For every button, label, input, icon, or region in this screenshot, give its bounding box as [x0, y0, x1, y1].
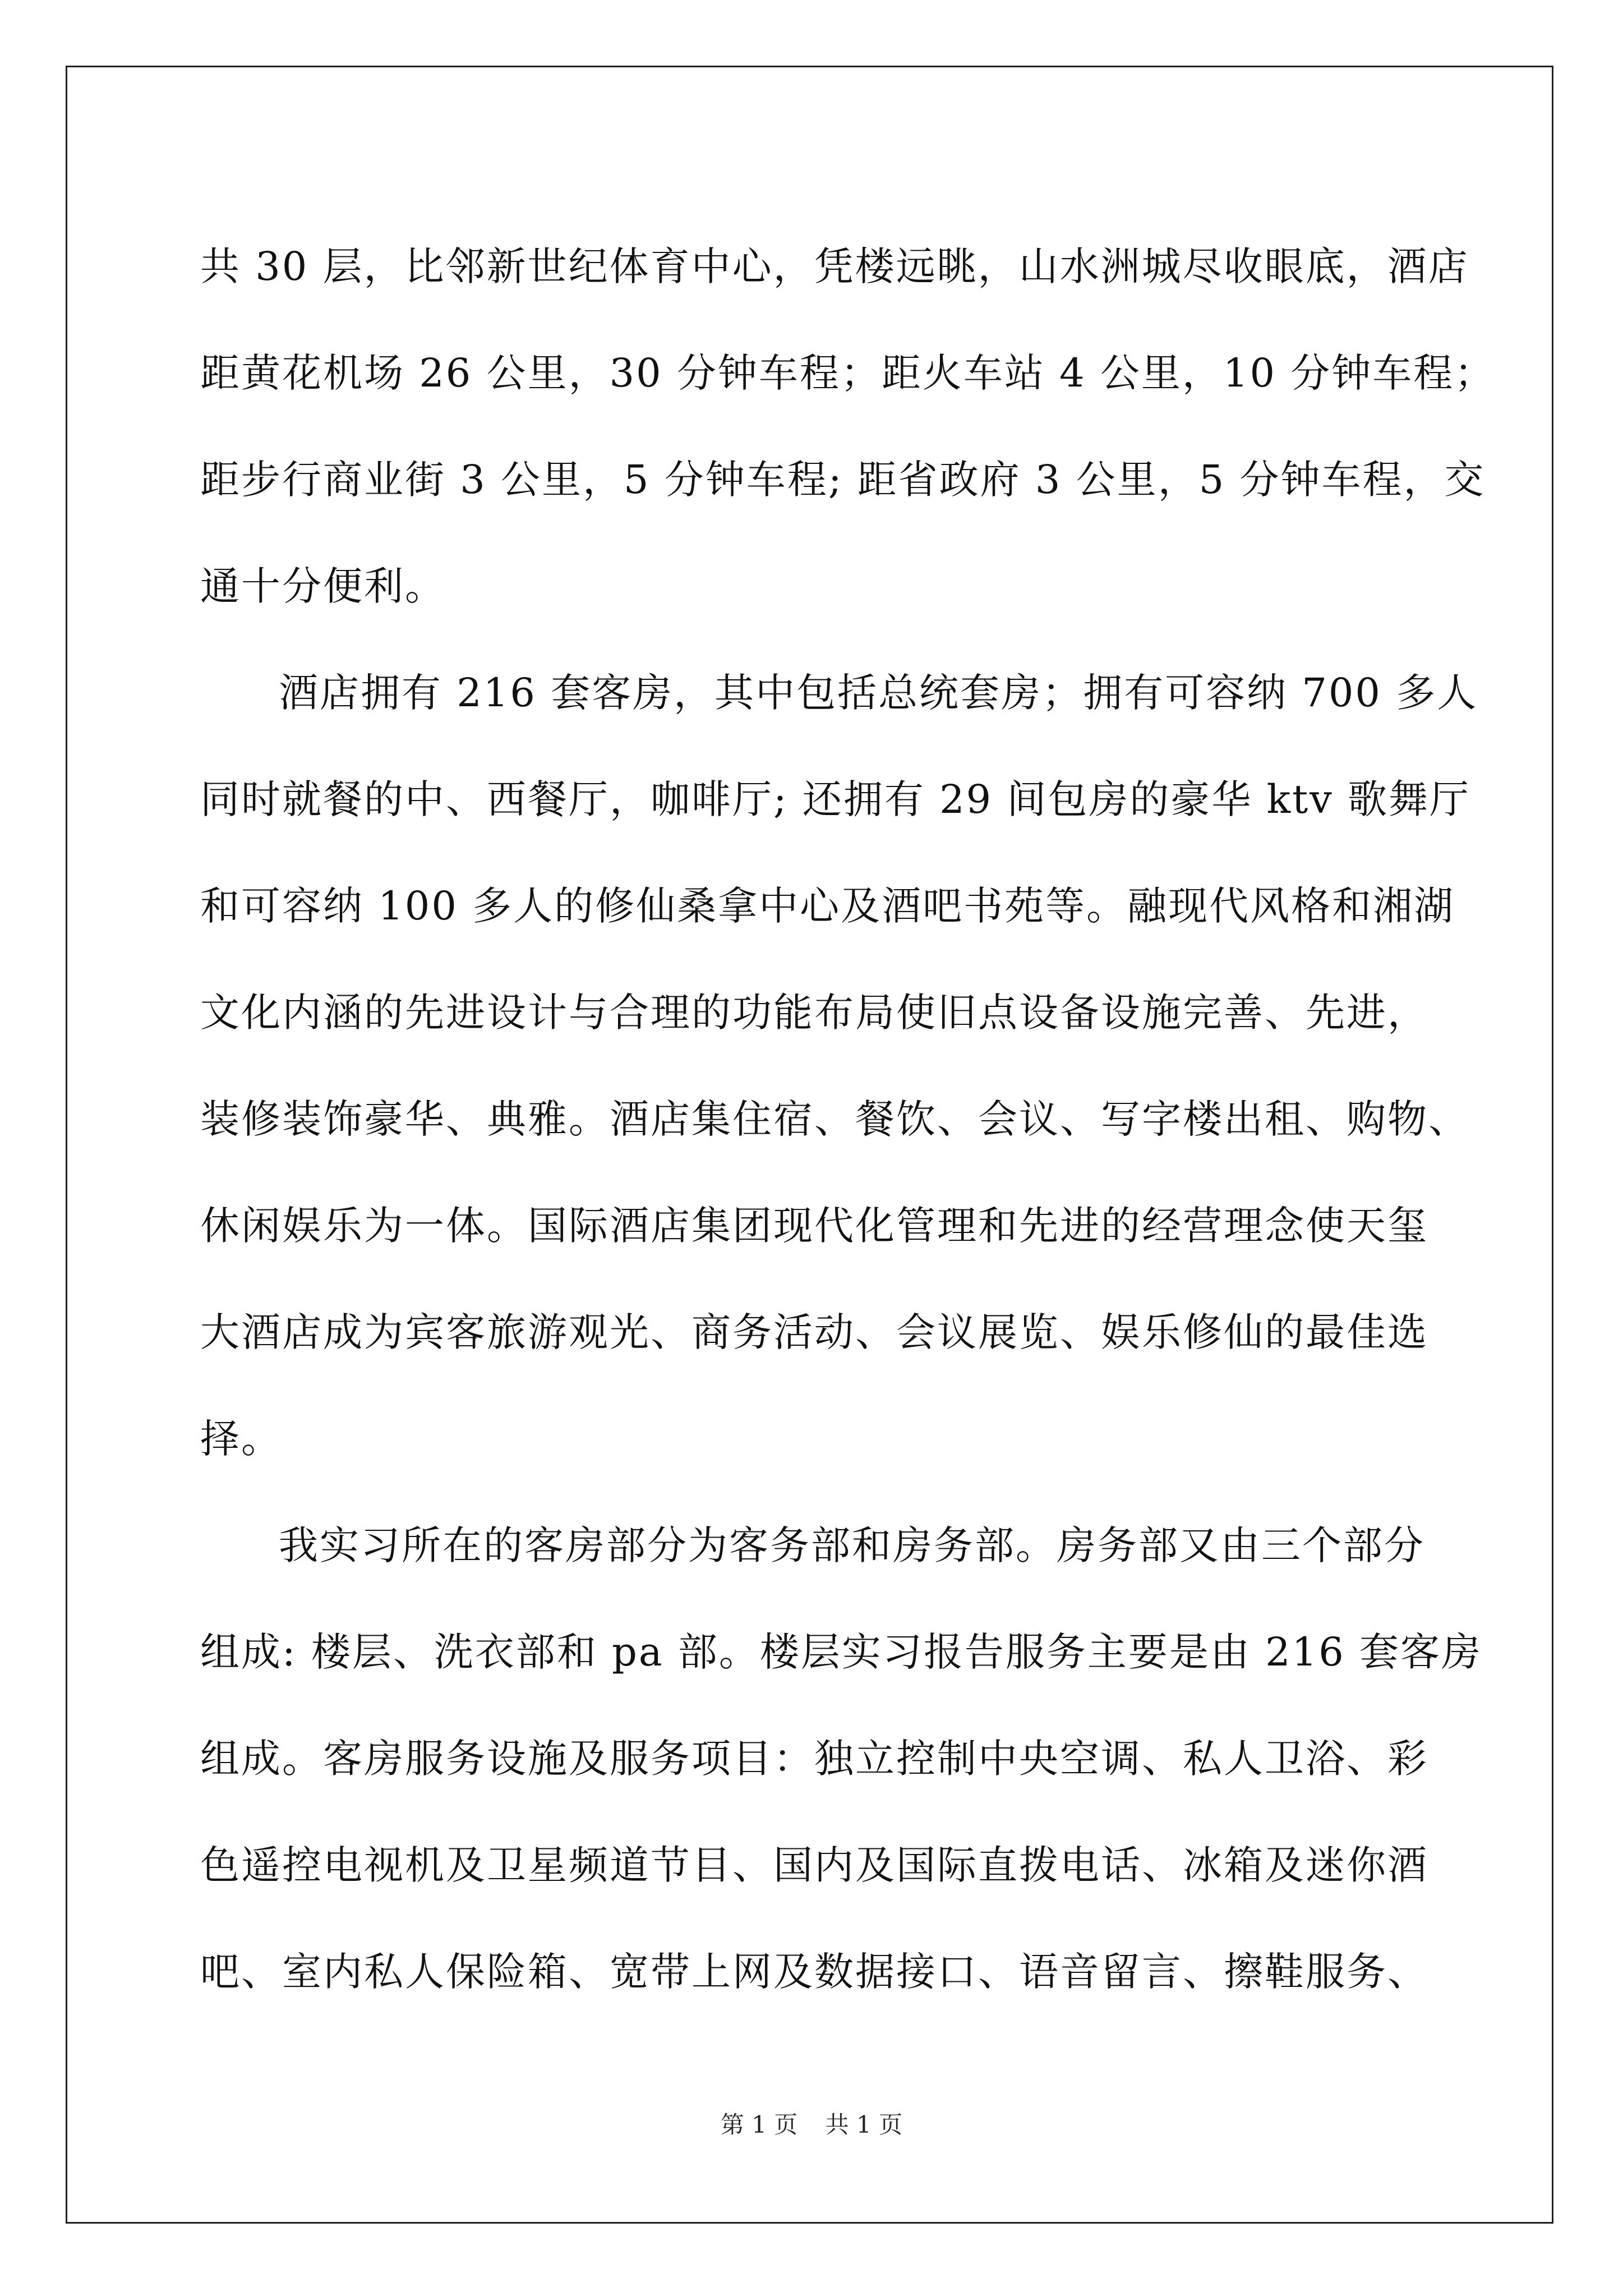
- text-line: 距黄花机场 26 公里，30 分钟车程；距火车站 4 公里，10 分钟车程；: [200, 350, 1496, 396]
- text-line: 组成: 楼层、洗衣部和 pa 部。楼层实习报告服务主要是由 216 套客房: [200, 1629, 1482, 1675]
- text-line: 同时就餐的中、西餐厅，咖啡厅; 还拥有 29 间包房的豪华 ktv 歌舞厅: [200, 776, 1471, 822]
- page-number: 第 1 页: [720, 2111, 798, 2138]
- text-line: 距步行商业街 3 公里，5 分钟车程; 距省政府 3 公里，5 分钟车程，交: [200, 457, 1486, 503]
- text-line: 组成。客房服务设施及服务项目：独立控制中央空调、私人卫浴、彩: [200, 1736, 1428, 1782]
- paragraph-first-line: 酒店拥有 216 套客房，其中包括总统套房；拥有可容纳 700 多人: [279, 670, 1478, 716]
- text-line: 和可容纳 100 多人的修仙桑拿中心及酒吧书苑等。融现代风格和湘湖: [200, 883, 1455, 929]
- text-line: 共 30 层，比邻新世纪体育中心，凭楼远眺，山水洲城尽收眼底，酒店: [200, 243, 1469, 289]
- paragraph-first-line: 我实习所在的客房部分为客务部和房务部。房务部又由三个部分: [279, 1522, 1425, 1568]
- text-line: 吧、室内私人保险箱、宽带上网及数据接口、语音留言、擦鞋服务、: [200, 1949, 1428, 1995]
- text-line: 择。: [200, 1416, 282, 1462]
- text-line: 大酒店成为宾客旅游观光、商务活动、会议展览、娱乐修仙的最佳选: [200, 1309, 1428, 1355]
- text-line: 色遥控电视机及卫星频道节目、国内及国际直拨电话、冰箱及迷你酒: [200, 1842, 1428, 1888]
- text-line: 休闲娱乐为一体。国际酒店集团现代化管理和先进的经营理念使天玺: [200, 1203, 1428, 1249]
- document-body: [200, 213, 1496, 2025]
- text-line: 文化内涵的先进设计与合理的功能布局使旧点设备设施完善、先进，: [200, 990, 1428, 1036]
- text-line: 装修装饰豪华、典雅。酒店集住宿、餐饮、会议、写字楼出租、购物、: [200, 1096, 1469, 1142]
- text-line: 通十分便利。: [200, 563, 446, 609]
- page-total: 共 1 页: [825, 2111, 903, 2138]
- page-footer: [0, 2106, 1623, 2140]
